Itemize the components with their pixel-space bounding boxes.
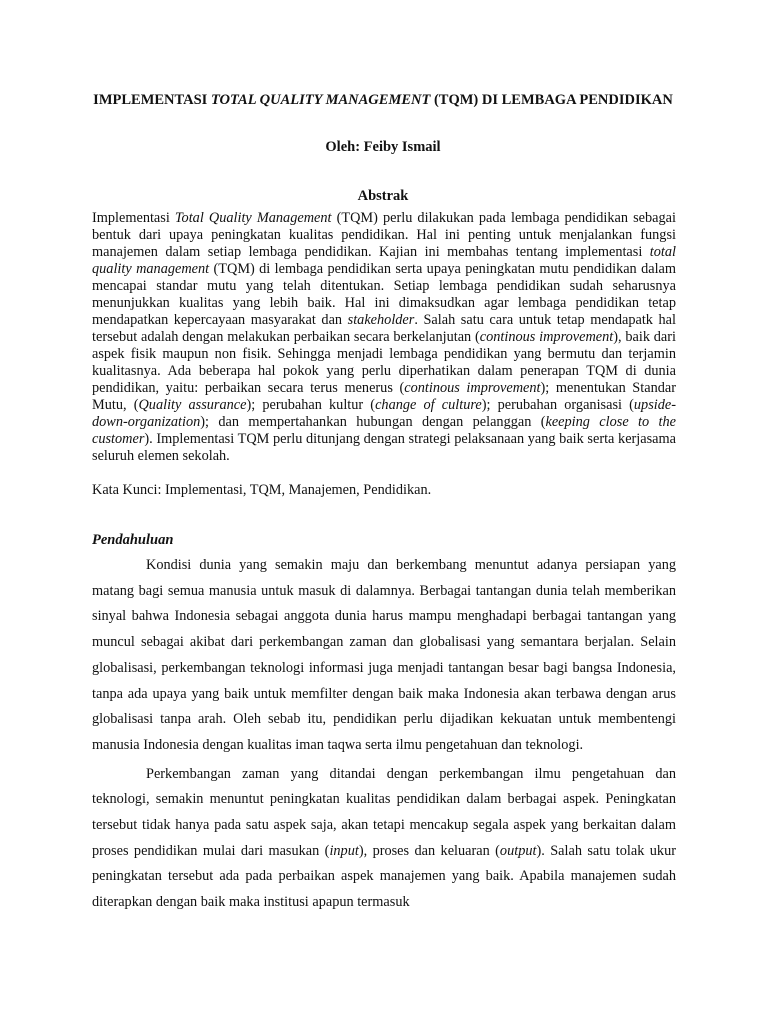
title-part-2-italic: TOTAL QUALITY MANAGEMENT	[210, 92, 431, 108]
italic-term: keeping close to the customer	[92, 414, 676, 447]
italic-term: continous improvement	[479, 329, 614, 345]
italic-term: change of culture	[375, 397, 482, 413]
keywords-line: Kata Kunci: Implementasi, TQM, Manajemen, Pendidikan.	[92, 482, 432, 498]
title-part-1: IMPLEMENTASI	[93, 92, 211, 108]
abstract-text: Implementasi Total Quality Management (TQM) perlu dilakukan pada lembaga pendidikan sebagai bentuk dari upaya peningkatan kualitas pendidikan. Hal ini penting untuk menjalankan fungsi manajemen dalam setiap lembaga pendidikan. Kajian ini membahas tentang implementasi total quality management (TQM) di lembaga pendidikan serta upaya peningkatan mutu pendidikan dalam mencapai standar mutu yang telah ditentukan. Setiap lembaga pendidikan sudah seharusnya menunjukkan kualitas yang lebih baik. Hal ini dimaksudkan agar lembaga pendidikan tetap mendapatkan kepercayaan masyarakat dan stakeholder. Salah satu cara untuk tetap mendapatk hal tersebut adalah dengan melakukan perbaikan secara berkelanjutan (continous improvement), baik dari aspek fisik maupun non fisik. Sehingga menjadi lembaga pendidikan yang bermutu dan terjamin kualitasnya. Ada beberapa hal pokok yang perlu diperhatikan dalam penerapan TQM di dunia pendidikan, yaitu: perbaikan secara terus menerus (continous improvement); menentukan Standar Mutu, (Quality assurance); perubahan kultur (change of culture); perubahan organisasi (upside-down-organization); dan mempertahankan hubungan dengan pelanggan (keeping close to the customer). Implementasi TQM perlu ditunjang dengan strategi pelaksanaan yang baik serta kerjasama seluruh elemen sekolah.	[92, 210, 677, 464]
body-paragraph-1: Kondisi dunia yang semakin maju dan berkembang menuntut adanya persiapan yang matang bagi semua manusia untuk masuk di dalamnya. Berbagai tantangan dunia telah memberikan sinyal bahwa Indonesia sebagai anggota dunia harus mampu menghadapi berbagai tantangan yang muncul sebagai akibat dari perkembangan zaman dan globalisasi yang semantara berjalan. Selain globalisasi, perkembangan teknologi informasi juga menjadi tantangan besar bagi bangsa Indonesia, tanpa ada upaya yang baik untuk memfilter dengan baik maka Indonesia akan terbawa dengan arus globalisasi tanpa arah. Oleh sebab itu, pendidikan perlu dijadikan kekuatan untuk membentengi manusia Indonesia dengan kualitas iman taqwa serta ilmu pengetahuan dan teknologi.	[92, 557, 676, 753]
italic-term: input	[329, 842, 359, 859]
italic-term: total quality management	[92, 244, 676, 277]
section-heading-pendahuluan: Pendahuluan	[92, 532, 174, 548]
italic-term: Quality assurance	[138, 397, 247, 413]
author-line: Oleh: Feiby Ismail	[325, 139, 441, 155]
body-text	[92, 553, 676, 916]
italic-term: continous improvement	[404, 380, 541, 396]
italic-term: stakeholder	[347, 312, 415, 328]
paper-title	[92, 86, 674, 115]
italic-term: output	[499, 842, 537, 859]
title-part-3: (TQM) DI LEMBAGA PENDIDIKAN	[430, 92, 673, 108]
abstract-heading: Abstrak	[357, 188, 409, 204]
italic-term: Total Quality Management	[174, 210, 332, 226]
body-paragraph-2: Perkembangan zaman yang ditandai dengan perkembangan ilmu pengetahuan dan teknologi, semakin menuntut peningkatan kualitas pendidikan dalam berbagai aspek. Peningkatan tersebut tidak hanya pada satu aspek saja, akan tetapi mencakup segala aspek yang berkaitan dalam proses pendidikan mulai dari masukan (input), proses dan keluaran (output). Salah satu tolak ukur peningkatan tersebut ada pada perbaikan aspek manajemen yang baik. Apabila manajemen sudah diterapkan dengan baik maka institusi apapun termasuk	[92, 765, 676, 911]
italic-term: upside-down-organization	[92, 397, 676, 430]
